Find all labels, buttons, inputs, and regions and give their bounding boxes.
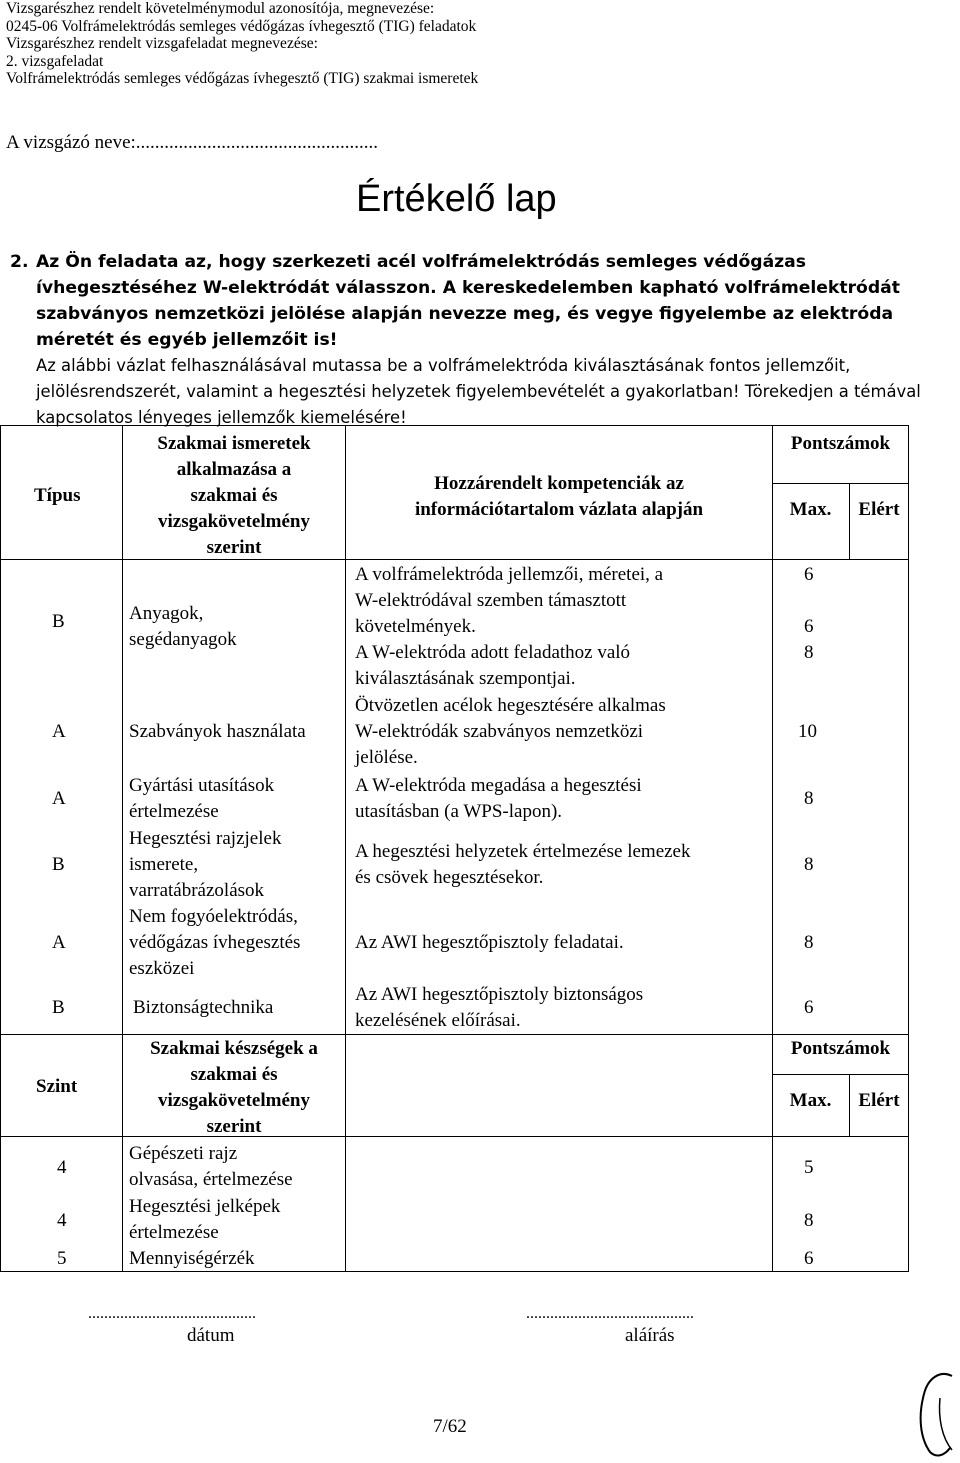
- skill-level: 4: [57, 1210, 67, 1231]
- row-competence: A hegesztési helyzetek értelmezése lemezek és csövek hegesztésekor.: [355, 841, 691, 888]
- signature-dots: ..........................................: [526, 1305, 694, 1322]
- table-divider: [772, 1074, 909, 1075]
- col-header-achieved: Elért: [858, 499, 900, 520]
- row-max: 6: [804, 616, 814, 637]
- col-header-type: Típus: [34, 485, 81, 506]
- handwritten-signature: [900, 1368, 960, 1463]
- row-knowledge: Hegesztési rajzjelek ismerete, varratábrázolások: [129, 828, 282, 901]
- col-header-max: Max.: [789, 499, 832, 520]
- signature-label: aláírás: [625, 1325, 675, 1346]
- header-line: 2. vizsgafeladat: [6, 52, 104, 70]
- task-instruction: Az alábbi vázlat felhasználásával mutassa be a volfrámelektróda kiválasztásának fontos jellemzőit, jelölésrendszerét, valamint a hegesztési helyzetek figyelembevételét a gyakorlatban! Törekedjen a témával kapcsolatos lényeges jellemzők kiemelésére!: [36, 356, 921, 427]
- row-knowledge: Gyártási utasítások értelmezése: [129, 775, 275, 822]
- row-competence: Az AWI hegesztőpisztoly feladatai.: [355, 932, 624, 953]
- row-type: B: [52, 997, 65, 1018]
- skill-name: Mennyiségérzék: [129, 1248, 255, 1269]
- row-type: A: [52, 721, 66, 742]
- table-divider: [772, 483, 909, 484]
- document-header: [6, 0, 478, 88]
- row-competence: A volfrámelektróda jellemzői, méretei, a W-elektródával szemben támasztott követelmények. A W-elektróda adott feladathoz való kiválasztásának szempontjai.: [355, 564, 664, 689]
- col-header-competence: Hozzárendelt kompetenciák az információtartalom vázlata alapján: [414, 473, 704, 520]
- page-number: 7/62: [433, 1416, 467, 1437]
- row-max: 8: [804, 854, 814, 875]
- header-line: Vizsgarészhez rendelt követelménymodul azonosítója, megnevezése:: [6, 0, 435, 17]
- skill-max: 8: [804, 1210, 814, 1231]
- row-knowledge: Biztonságtechnika: [133, 997, 274, 1018]
- row-competence: A W-elektróda megadása a hegesztési utasításban (a WPS-lapon).: [355, 775, 642, 822]
- row-max: 8: [804, 932, 814, 953]
- task-number: 2.: [10, 252, 29, 272]
- row-competence: Ötvözetlen acélok hegesztésére alkalmas W-elektródák szabványos nemzetközi jelölése.: [355, 695, 666, 768]
- task-description: [10, 249, 926, 353]
- col-header-points: Pontszámok: [790, 433, 891, 454]
- row-competence: Az AWI hegesztőpisztoly biztonságos kezelésének előírásai.: [355, 984, 644, 1031]
- col-header-max: Max.: [789, 1090, 832, 1111]
- skill-name: Hegesztési jelképek értelmezése: [129, 1196, 281, 1243]
- col-header-level: Szint: [36, 1076, 78, 1097]
- skill-level: 5: [57, 1248, 67, 1269]
- row-max: 8: [804, 788, 814, 809]
- skill-level: 4: [57, 1157, 67, 1178]
- col-header-achieved: Elért: [858, 1090, 900, 1111]
- header-line: Volfrámelektródás semleges védőgázas ívhegesztő (TIG) szakmai ismeretek: [6, 70, 479, 87]
- task-text: Az Ön feladata az, hogy szerkezeti acél volfrámelektródás semleges védőgázas ívhegesztéséhez W-elektródát válasszon. A kereskedelemben kapható volfrámelektródát szabványos nemzetközi jelölése alapján nevezze meg, és vegye figyelembe az elektróda méretét és egyéb jellemzőit is!: [36, 252, 900, 350]
- row-max: 8: [804, 642, 814, 663]
- row-knowledge: Anyagok, segédanyagok: [129, 603, 237, 650]
- date-label: dátum: [187, 1325, 235, 1346]
- row-max: 6: [804, 564, 814, 585]
- page-title: Értékelő lap: [356, 178, 557, 220]
- skill-max: 5: [804, 1157, 814, 1178]
- row-knowledge: Szabványok használata: [129, 721, 306, 742]
- header-line: Vizsgarészhez rendelt vizsgafeladat megnevezése:: [6, 35, 318, 52]
- table-divider: [772, 425, 773, 1272]
- row-type: A: [52, 932, 66, 953]
- row-max: 10: [798, 721, 817, 742]
- row-type: B: [52, 611, 65, 632]
- col-header-points: Pontszámok: [790, 1038, 891, 1059]
- table-divider: [0, 1034, 909, 1035]
- row-max: 6: [804, 997, 814, 1018]
- skill-name: Gépészeti rajz olvasása, értelmezése: [129, 1143, 293, 1190]
- row-type: A: [52, 788, 66, 809]
- date-dots: ..........................................: [88, 1305, 256, 1322]
- table-divider: [345, 425, 346, 1272]
- row-type: B: [52, 854, 65, 875]
- row-knowledge: Nem fogyóelektródás, védőgázas ívhegesztés eszközei: [129, 906, 301, 979]
- col-header-skills: Szakmai készségek a szakmai és vizsgakövetelmény szerint: [150, 1038, 318, 1137]
- header-line: 0245-06 Volfrámelektródás semleges védőgázas ívhegesztő (TIG) feladatok: [6, 17, 477, 35]
- candidate-name-line: A vizsgázó neve:...................................................: [6, 132, 379, 153]
- skill-max: 6: [804, 1248, 814, 1269]
- col-header-knowledge: Szakmai ismeretek alkalmazása a szakmai és vizsgakövetelmény szerint: [157, 433, 311, 558]
